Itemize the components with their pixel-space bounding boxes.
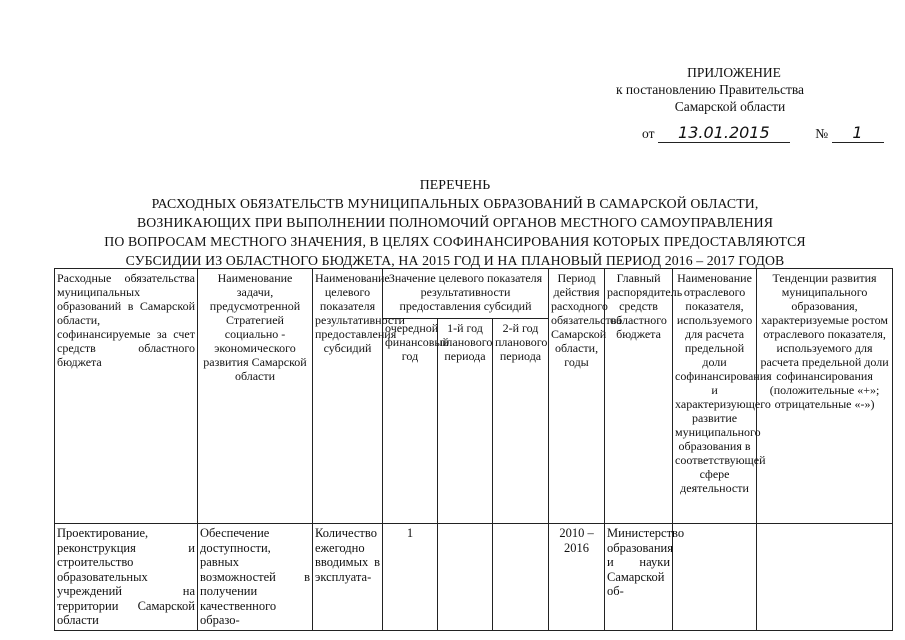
- title-line-4: ПО ВОПРОСАМ МЕСТНОГО ЗНАЧЕНИЯ, В ЦЕЛЯХ СОФИНАНСИРОВАНИЯ КОТОРЫХ ПРЕДОСТАВЛЯЮТСЯ: [104, 234, 806, 249]
- appendix-line-region: Самарской области: [674, 99, 786, 114]
- cell-next-year-value: 1: [383, 524, 438, 631]
- handwritten-date: 13.01.2015: [658, 123, 790, 143]
- header-strategy-task: Наименование задачи, предусмотренной Стратегией социально - экономического развития Самарской области: [198, 269, 313, 524]
- header-target-indicator: Наименование целевого показателя результативности предоставления субсидий: [313, 269, 383, 524]
- cell-planning-year-1-value: [438, 524, 493, 631]
- from-label: от: [642, 126, 655, 141]
- header-sector-indicator: Наименование отраслевого показателя, используемого для расчета предельной доли софинансирования и характеризующего развитие муниципального образования в соответствующей сфере деятельности: [673, 269, 757, 524]
- header-indicator-value-group: Значение целевого показателя результативности предоставления субсидий: [383, 269, 549, 319]
- appendix-header: [560, 64, 860, 115]
- obligations-table: [54, 268, 893, 631]
- appendix-title: ПРИЛОЖЕНИЕ: [687, 65, 781, 80]
- header-development-trends: Тенденции развития муниципального образования, характеризуемые ростом отраслевого показателя, используемого для расчета предельной доли софинансирования (положительные «+»; отрицательные «-»): [757, 269, 893, 524]
- table-row: [55, 524, 893, 631]
- cell-main-administrator: Министерство образования и науки Самарской об-: [605, 524, 673, 631]
- title-line-3: ВОЗНИКАЮЩИХ ПРИ ВЫПОЛНЕНИИ ПОЛНОМОЧИЙ ОРГАНОВ МЕСТНОГО САМОУПРАВЛЕНИЯ: [137, 215, 773, 230]
- appendix-line-decree: к постановлению Правительства: [615, 82, 805, 97]
- number-label: №: [815, 126, 829, 141]
- header-main-administrator: Главный распорядитель средств областного бюджета: [605, 269, 673, 524]
- document-title: [40, 175, 870, 270]
- cell-strategy-task: Обеспечение доступности, равных возможностей в получении качественного образо-: [198, 524, 313, 631]
- cell-planning-year-2-value: [493, 524, 549, 631]
- cell-development-trend: [757, 524, 893, 631]
- cell-period: 2010 – 2016: [549, 524, 605, 631]
- header-obligations: Расходные обязательства муниципальных образований в Самарской области, софинансируемые за счет средств областного бюджета: [55, 269, 198, 524]
- cell-obligation: Проектирование, реконструкция и строительство образовательных учреждений на территории Самарской области: [55, 524, 198, 631]
- header-planning-year-1: 1-й год планового периода: [438, 319, 493, 524]
- decree-date-number: [642, 123, 884, 143]
- header-period: Период действия расходного обязательства Самарской области, годы: [549, 269, 605, 524]
- handwritten-number: 1: [832, 123, 884, 143]
- cell-sector-indicator: [673, 524, 757, 631]
- cell-target-indicator: Количество ежегодно вводимых в эксплуата-: [313, 524, 383, 631]
- title-line-1: ПЕРЕЧЕНЬ: [419, 177, 491, 192]
- table-header-row: [55, 269, 893, 319]
- header-next-fiscal-year: очередной финансовый год: [383, 319, 438, 524]
- title-line-2: РАСХОДНЫХ ОБЯЗАТЕЛЬСТВ МУНИЦИПАЛЬНЫХ ОБРАЗОВАНИЙ В САМАРСКОЙ ОБЛАСТИ,: [151, 196, 759, 211]
- title-line-5: СУБСИДИИ ИЗ ОБЛАСТНОГО БЮДЖЕТА, НА 2015 ГОД И НА ПЛАНОВЫЙ ПЕРИОД 2016 – 2017 ГОДОВ: [125, 253, 785, 268]
- header-planning-year-2: 2-й год планового периода: [493, 319, 549, 524]
